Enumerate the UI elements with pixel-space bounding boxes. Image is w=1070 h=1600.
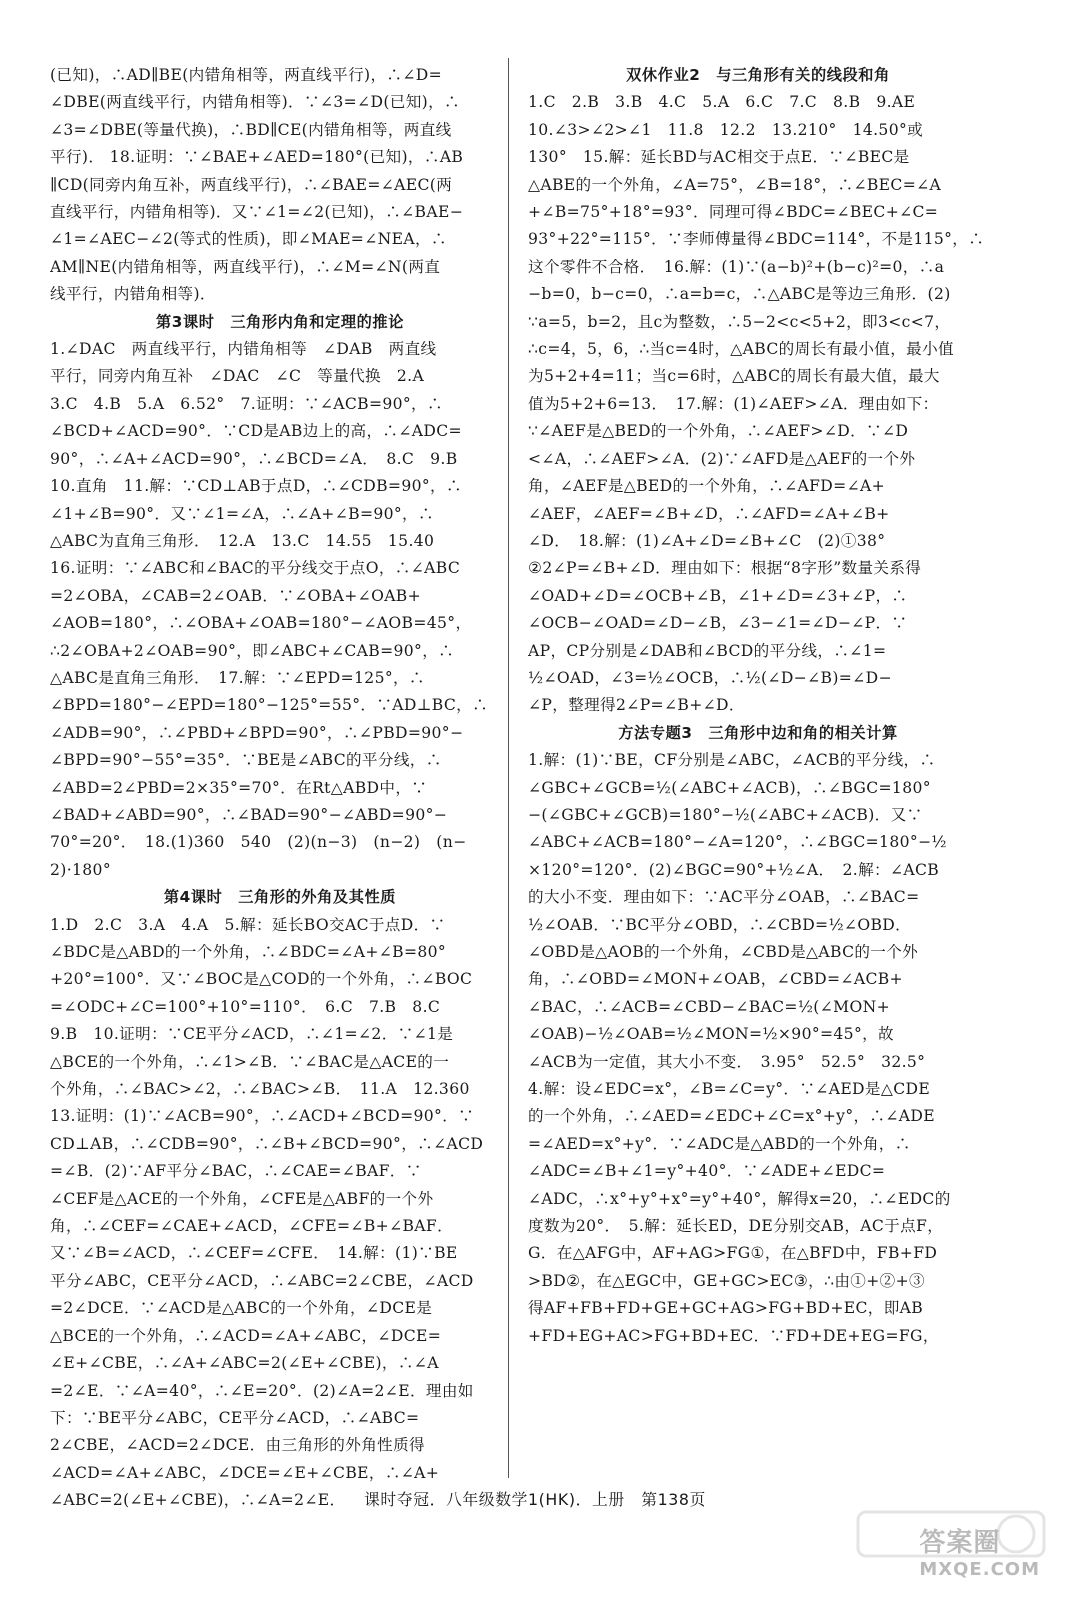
section-heading: 第3课时 三角形内角和定理的推论 (156, 312, 404, 331)
answer-line: ∠BAD+∠ABD=90°，∴∠BAD=90°−∠ABD=90°− (50, 805, 448, 824)
answer-line: ②2∠P=∠B+∠D．理由如下：根据“8字形”数量关系得 (528, 559, 922, 578)
answer-line: ∠BPD=90°−55°=35°．∵BE是∠ABC的平分线，∴ (50, 751, 442, 770)
answer-line: 10.∠3>∠2>∠1 11.8 12.2 13.210° 14.50°或 (528, 120, 924, 139)
answer-line: 个外角，∴∠BAC>∠2，∴∠BAC>∠B． 11.A 12.360 (50, 1080, 470, 1099)
answer-line: 9.B 10.证明：∵CE平分∠ACD，∴∠1=∠2．∵∠1是 (50, 1025, 454, 1044)
answer-line: 1.C 2.B 3.B 4.C 5.A 6.C 7.C 8.B 9.AE (528, 93, 916, 112)
answer-line: ∠BAC，∴∠ACB=∠CBD−∠BAC=½(∠MON+ (528, 997, 891, 1016)
answer-line: ∠1=∠AEC−∠2(等式的性质)，即∠MAE=∠NEA，∴ (50, 230, 447, 249)
answer-line: ∠ADC=∠B+∠1=y°+40°．∵∠ADE+∠EDC= (528, 1162, 886, 1181)
answer-line: ×120°=120°．(2)∠BGC=90°+½∠A． 2.解：∠ACB (528, 860, 940, 879)
answer-line: ∠GBC+∠GCB=½(∠ABC+∠ACB)，∴∠BGC=180° (528, 778, 931, 797)
answer-line: 的大小不变．理由如下：∵AC平分∠OAB，∴∠BAC= (528, 888, 920, 907)
watermark-text (919, 1522, 1040, 1580)
answer-line: ∠1+∠B=90°．又∵∠1=∠A，∴∠A+∠B=90°，∴ (50, 504, 434, 523)
answer-line: +FD+EG+AC>FG+BD+EC．∵FD+DE+EG=FG， (528, 1326, 939, 1345)
answer-line: △ABC是直角三角形． 17.解：∵∠EPD=125°，∴ (50, 668, 425, 687)
answer-line: 平行，同旁内角互补 ∠DAC ∠C 等量代换 2.A (50, 367, 425, 386)
answer-line: ∠OCB−∠OAD=∠D−∠B，∠3−∠1=∠D−∠P．∵ (528, 614, 908, 633)
answer-line: =∠AED=x°+y°．∵∠ADC是△ABD的一个外角，∴ (528, 1134, 911, 1153)
answer-line: 13.证明：(1)∵∠ACB=90°，∴∠ACD+∠BCD=90°．∵ (50, 1107, 475, 1126)
answer-line: <∠A，∴∠AEF>∠A．(2)∵∠AFD是△AEF的一个外 (528, 449, 916, 468)
answer-line: ∠P，整理得2∠P=∠B+∠D． (528, 696, 745, 715)
page-footer: 课时夺冠．八年级数学1(HK)．上册 第138页 (364, 1490, 706, 1509)
answer-line: ∠ADB=90°，∴∠PBD+∠BPD=90°，∴∠PBD=90°− (50, 723, 464, 742)
answer-line: −(∠GBC+∠GCB)=180°−½(∠ABC+∠ACB)．又∵ (528, 805, 923, 824)
answer-line: 90°，∴∠A+∠ACD=90°，∴∠BCD=∠A． 8.C 9.B (50, 449, 458, 468)
answer-line: ∠ACD=∠A+∠ABC，∠DCE=∠E+∠CBE，∴∠A+ (50, 1463, 440, 1482)
answer-line: 70°=20°． 18.(1)360 540 (2)(n−3) (n−2) (n− (50, 833, 467, 852)
answer-line: =∠ODC+∠C=100°+10°=110°． 6.C 7.B 8.C (50, 997, 441, 1016)
answer-line: 角，∠AEF是△BED的一个外角，∴∠AFD=∠A+ (528, 477, 886, 496)
answer-line: 值为5+2+6=13． 17.解：(1)∠AEF>∠A．理由如下： (528, 394, 939, 413)
section-heading: 方法专题3 三角形中边和角的相关计算 (618, 723, 898, 742)
answer-line: ∠ABC=2(∠E+∠CBE)，∴∠A=2∠E． (50, 1491, 346, 1510)
answer-line: ∠3=∠DBE(等量代换)，∴BD∥CE(内错角相等，两直线 (50, 120, 452, 139)
answer-line: 1.∠DAC 两直线平行，内错角相等 ∠DAB 两直线 (50, 340, 437, 359)
answer-line: 93°+22°=115°．∵李师傅量得∠BDC=114°，不是115°，∴ (528, 230, 985, 249)
answer-line: ½∠OAD，∠3=½∠OCB，∴½(∠D−∠B)=∠D− (528, 668, 892, 687)
right-column (528, 62, 988, 1350)
section-heading: 第4课时 三角形的外角及其性质 (163, 888, 397, 907)
answer-line: 为5+2+4=11；当c=6时，△ABC的周长有最大值，最大 (528, 367, 940, 386)
answer-line: ∠AEF，∠AEF=∠B+∠D，∴∠AFD=∠A+∠B+ (528, 504, 890, 523)
answer-line: 2∠CBE，∠ACD=2∠DCE．由三角形的外角性质得 (50, 1436, 425, 1455)
answer-line: ∴2∠OBA+2∠OAB=90°，即∠ABC+∠CAB=90°，∴ (50, 641, 455, 660)
answer-line: ∠D． 18.解：(1)∠A+∠D=∠B+∠C (2)①38° (528, 531, 886, 550)
answer-line: △ABC为直角三角形． 12.A 13.C 14.55 15.40 (50, 531, 435, 550)
answer-line: ∠AOB=180°，∴∠OBA+∠OAB=180°−∠AOB=45°， (50, 614, 472, 633)
answer-line: G．在△AFG中，AF+AG>FG①，在△BFD中，FB+FD (528, 1244, 938, 1263)
answer-line: (已知)，∴AD∥BE(内错角相等，两直线平行)，∴∠D= (50, 66, 443, 84)
answer-line: ∠ABD=2∠PBD=2×35°=70°．在Rt△ABD中，∵ (50, 778, 428, 797)
left-column (50, 62, 510, 1515)
answer-line: 16.证明：∵∠ABC和∠BAC的平分线交于点O，∴∠ABC (50, 559, 461, 578)
answer-line: 线平行，内错角相等)． (50, 285, 216, 304)
answer-line: ∠DBE(两直线平行，内错角相等)．∵∠3=∠D(已知)，∴ (50, 93, 460, 112)
answer-line: AM∥NE(内错角相等，两直线平行)，∴∠M=∠N(两直 (50, 257, 441, 276)
answer-line: AP，CP分别是∠DAB和∠BCD的平分线，∴∠1= (528, 641, 887, 660)
answer-line: ∠ACB为一定值，其大小不变． 3.95° 52.5° 32.5° (528, 1052, 926, 1071)
answer-line: 4.解：设∠EDC=x°，∠B=∠C=y°．∵∠AED是△CDE (528, 1080, 931, 1099)
answer-line: =∠B．(2)∵AF平分∠BAC，∴∠CAE=∠BAF．∵ (50, 1162, 422, 1181)
answer-line: ∴c=4，5，6，∴当c=4时，△ABC的周长有最小值，最小值 (528, 340, 955, 359)
answer-line: 角，∴∠OBD=∠MON+∠OAB，∠CBD=∠ACB+ (528, 970, 903, 989)
answer-line: CD⊥AB，∴∠CDB=90°，∴∠B+∠BCD=90°，∴∠ACD (50, 1134, 484, 1153)
answer-line: 下：∵BE平分∠ABC，CE平分∠ACD，∴∠ABC= (50, 1408, 420, 1427)
answer-line: △BCE的一个外角，∴∠ACD=∠A+∠ABC，∠DCE= (50, 1326, 442, 1345)
answer-line: △BCE的一个外角，∴∠1>∠B．∵∠BAC是△ACE的一 (50, 1052, 450, 1071)
answer-line: ∠OAD+∠D=∠OCB+∠B，∠1+∠D=∠3+∠P，∴ (528, 586, 908, 605)
answer-line: =2∠E．∵∠A=40°，∴∠E=20°．(2)∠A=2∠E．理由如 (50, 1381, 474, 1400)
answer-line: △ABE的一个外角，∠A=75°，∠B=18°，∴∠BEC=∠A (528, 175, 942, 194)
answer-line: 直线平行，内错角相等)．又∵∠1=∠2(已知)，∴∠BAE− (50, 203, 464, 222)
answer-line: ∵∠AEF是△BED的一个外角，∴∠AEF>∠D．∵∠D (528, 422, 909, 441)
answer-line: ½∠OAB．∵BC平分∠OBD，∴∠CBD=½∠OBD． (528, 915, 912, 934)
answer-line: ∠E+∠CBE，∴∠A+∠ABC=2(∠E+∠CBE)，∴∠A (50, 1354, 439, 1373)
answer-line: ∠BPD=180°−∠EPD=180°−125°=55°．∵AD⊥BC，∴ (50, 696, 489, 715)
answer-line: −b=0，b−c=0，∴a=b=c，∴△ABC是等边三角形．(2) (528, 285, 951, 304)
answer-line: ∵a=5，b=2，且c为整数，∴5−2<c<5+2，即3<c<7， (528, 312, 951, 331)
answer-line: +∠B=75°+18°=93°．同理可得∠BDC=∠BEC+∠C= (528, 203, 939, 222)
answer-line: ∠CEF是△ACE的一个外角，∠CFE是△ABF的一个外 (50, 1189, 434, 1208)
watermark-line2: MXQE.COM (919, 1559, 1040, 1580)
answer-line: 得AF+FB+FD+GE+GC+AG>FG+BD+EC，即AB (528, 1299, 924, 1318)
answer-line: 度数为20°． 5.解：延长ED，DE分别交AB，AC于点F， (528, 1217, 944, 1236)
section-heading: 双休作业2 与三角形有关的线段和角 (626, 66, 890, 84)
answer-line: =2∠OBA，∠CAB=2∠OAB．∵∠OBA+∠OAB+ (50, 586, 422, 605)
answer-line: 130° 15.解：延长BD与AC相交于点E．∵∠BEC是 (528, 148, 910, 167)
answer-line: ∠BCD+∠ACD=90°．∵CD是AB边上的高，∴∠ADC= (50, 422, 462, 441)
answer-line: 1.D 2.C 3.A 4.A 5.解：延长BO交AC于点D．∵ (50, 915, 446, 934)
answer-line: 又∵∠B=∠ACD，∴∠CEF=∠CFE． 14.解：(1)∵BE (50, 1244, 458, 1263)
answer-line: ∥CD(同旁内角互补，两直线平行)，∴∠BAE=∠AEC(两 (50, 175, 453, 194)
answer-line: ∠BDC是△ABD的一个外角，∴∠BDC=∠A+∠B=80° (50, 943, 447, 961)
answer-line: =2∠DCE．∵∠ACD是△ABC的一个外角，∠DCE是 (50, 1299, 433, 1318)
answer-line: 平行)． 18.证明：∵∠BAE+∠AED=180°(已知)，∴AB (50, 148, 464, 167)
watermark-line1: 答案圈 (919, 1528, 1001, 1558)
answer-line: ∠OAB)−½∠OAB=½∠MON=½×90°=45°，故 (528, 1025, 894, 1044)
answer-line: >BD②，在△EGC中，GE+GC>EC③，∴由①+②+③ (528, 1271, 925, 1290)
answer-line: 的一个外角，∴∠AED=∠EDC+∠C=x°+y°，∴∠ADE (528, 1107, 935, 1126)
answer-line: ∠ADC，∴x°+y°+x°=y°+40°，解得x=20，∴∠EDC的 (528, 1189, 951, 1208)
answer-line: 10.直角 11.解：∵CD⊥AB于点D，∴∠CDB=90°，∴ (50, 477, 462, 496)
answer-line: ∠OBD是△AOB的一个外角，∠CBD是△ABC的一个外 (528, 943, 919, 961)
answer-line: 角，∴∠CEF=∠CAE+∠ACD，∠CFE=∠B+∠BAF． (50, 1217, 454, 1236)
answer-line: 平分∠ABC，CE平分∠ACD，∴∠ABC=2∠CBE，∠ACD (50, 1271, 474, 1290)
answer-line: +20°=100°．又∵∠BOC是△COD的一个外角，∴∠BOC (50, 970, 473, 989)
answer-line: 这个零件不合格． 16.解：(1)∵(a−b)²+(b−c)²=0，∴a (528, 257, 945, 276)
answer-line: 3.C 4.B 5.A 6.52° 7.证明：∵∠ACB=90°，∴ (50, 394, 443, 413)
answer-line: ∠ABC+∠ACB=180°−∠A=120°，∴∠BGC=180°−½ (528, 833, 947, 852)
answer-line: 1.解：(1)∵BE，CF分别是∠ABC，∠ACB的平分线，∴ (528, 751, 936, 770)
answer-line: 2)·180° (50, 860, 111, 879)
